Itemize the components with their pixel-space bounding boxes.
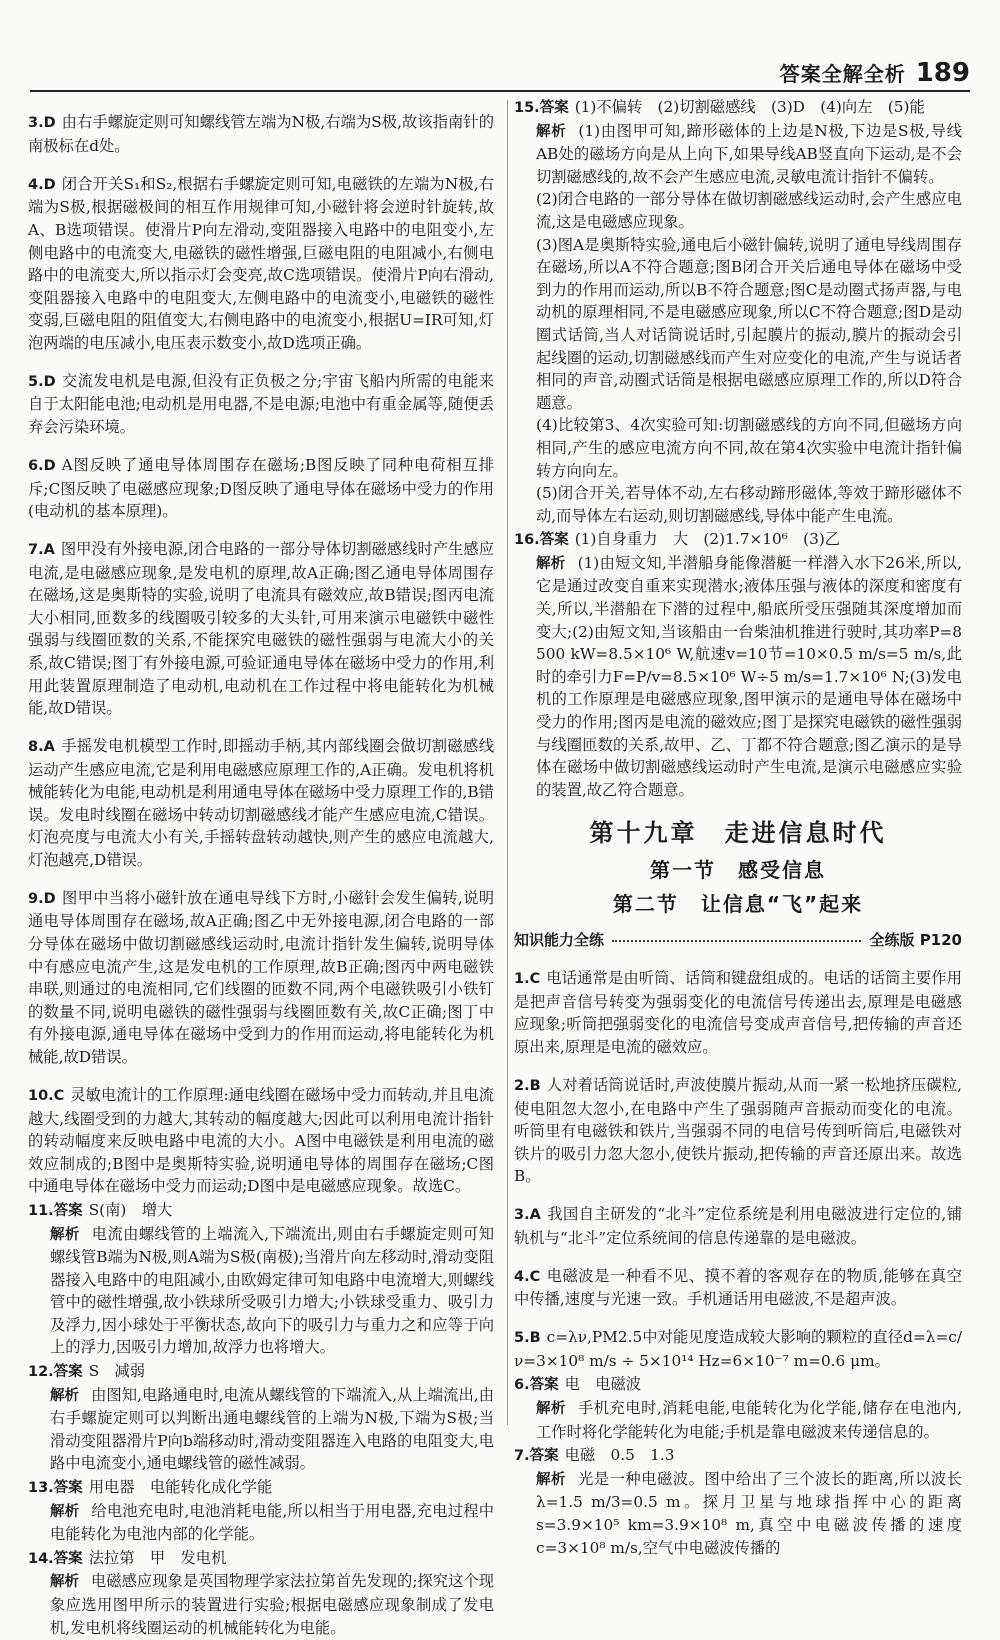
section-bar [514,929,962,952]
analysis-label: 解析 [536,1400,566,1417]
item-number: 4.D [28,176,56,193]
item-text: c=λν,PM2.5中对能见度造成较大影响的颗粒的直径d=λ=c/ν=3×10⁸ m/s ÷ 5×10¹⁴ Hz=6×10⁻⁷ m=0.6 μm。 [514,1328,962,1370]
answer-line [514,1444,962,1468]
answer-item [28,538,494,720]
analysis-label: 解析 [50,1226,80,1243]
answer-value: S(南) 增大 [88,1200,173,1219]
item-number: 5.D [28,373,56,390]
analysis-text: 电流由螺线管的上端流入,下端流出,则由右手螺旋定则可知螺线管B端为N极,则A端为S极(南极);当滑片向左移动时,滑动变阻器接入电路中的电阻减小,由欧姆定律可知电路中电流增大,则螺线管中的磁性增强,故小铁球所受吸引力增大;小铁球受重力、吸引力及浮力,因小球处于平衡状态,故向下的吸引力与重力之和应等于向上的浮力,因吸引力增加,故浮力也将增大。 [50,1224,494,1357]
item-text: 由右手螺旋定则可知螺线管左端为N极,右端为S极,故该指南针的南极标在d处。 [28,113,494,155]
analysis-label: 解析 [50,1574,80,1591]
analysis-paragraph: (5)闭合开关,若导体不动,左右移动蹄形磁体,等效于蹄形磁体不动,而导体左右运动,则切割磁感线,导体中能产生电流。 [536,484,962,525]
analysis-label: 解析 [50,1503,80,1520]
item-text: 闭合开关S₁和S₂,根据右手螺旋定则可知,电磁铁的左端为N极,右端为S极,根据磁极间的相互作用规律可知,小磁针将会逆时针旋转,故A、B选项错误。使滑片P向左滑动,变阻器接入电路中的电阻变小,左侧电路中的电流变大,电磁铁的磁性增强,巨磁电阻的电阻减小,右侧电路中的电流变大,所以指示灯会变亮,故C选项错误。使滑片P向右滑动,变阻器接入电路中的电阻变大,左侧电路中的电流变小,电磁铁的磁性变弱,巨磁电阻的阻值变大,右侧电路中的电流变小,根据U=IR可知,灯泡两端的电压减小,电压表示数变小,故D选项正确。 [28,174,494,352]
item-text: 图甲没有外接电源,闭合电路的一部分导体切割磁感线时产生感应电流,是电磁感应现象,是发电机的原理,故A正确;图乙通电导体周围存在磁场,这是奥斯特的实验,说明了电流具有磁效应,故B错误;图丙电流大小相同,匝数多的线圈吸引较多的大头针,可用来演示电磁铁中磁性强弱与线圈匝数的关系,不能探究电磁铁的磁性强弱与电流大小的关系,故C错误;图丁有外接电源,可验证通电导体在磁场中受力的作用,利用此装置原理制造了电动机,电动机在工作过程中将电能转化为机械能,故D错误。 [28,539,495,718]
item-text: 人对着话筒说话时,声波使膜片振动,从而一紧一松地挤压碳粒,使电阻忽大忽小,在电路中产生了强弱随声音振动而变化的电流。听筒里有电磁铁和铁片,当强弱不同的电信号传到听筒后,电磁铁对铁片的吸引力忽大忽小,使铁片振动,把传输的声音还原出来。故选B。 [514,1075,962,1186]
answer-item [514,1203,962,1249]
page-number: 189 [915,58,970,88]
item-number: 13.答案 [28,1480,83,1497]
answer-item [28,1476,494,1546]
answer-item [28,111,494,157]
item-text: 电话通常是由听筒、话筒和键盘组成的。电话的话筒主要作用是把声音信号转变为强弱变化的电流信号传递出去,原理是电磁感应现象;听筒把强弱变化的电流信号变成声音信号,把传输的声音还原出来,原理是电流的磁效应。 [514,969,962,1057]
section-title: 第一节 感受信息 [650,858,826,883]
item-number: 2.B [514,1077,541,1094]
item-number: 4.C [514,1268,541,1285]
answer-value: 电磁 0.5 1.3 [564,1446,675,1465]
analysis-text: 手机充电时,消耗电能,电能转化为化学能,储存在电池内,工作时将化学能转化为电能;手机是靠电磁波来传递信息的。 [536,1398,963,1441]
item-number: 16.答案 [514,532,569,549]
item-number: 11.答案 [28,1202,83,1219]
item-number: 15.答案 [514,100,569,116]
answer-value: S 减弱 [88,1362,146,1381]
answer-line [514,528,962,552]
analysis-label: 解析 [50,1387,80,1404]
analysis-text: 光是一种电磁波。图中给出了三个波长的距离,所以波长λ=1.5 m/3=0.5 m。探月卫星与地球指挥中心的距离s=3.9×10⁵ km=3.9×10⁸ m,真空中电磁波传播的速度c=3×10⁸ m/s,空气中电磁波传播的 [536,1469,962,1557]
analysis-label: 解析 [536,1471,566,1488]
analysis-text: 给电池充电时,电池消耗电能,所以相当于用电器,充电过程中电能转化为电池内部的化学能。 [50,1501,495,1544]
answer-line [28,1199,494,1223]
answer-item [514,1074,962,1188]
analysis-line [514,552,962,802]
analysis-text: 电磁感应现象是英国物理学家法拉第首先发现的;探究这个现象应选用图甲所示的装置进行实验;根据电磁感应现象制成了发电机,发电机将线圈运动的机械能转化为电能。 [50,1572,495,1637]
answer-value: (1)不偏转 (2)切割磁感线 (3)D (4)向左 (5)能 [574,98,925,116]
item-number: 12.答案 [28,1364,83,1381]
analysis-label: 解析 [536,123,567,140]
item-number: 10.C [28,1087,65,1104]
item-number: 3.A [514,1207,541,1224]
answer-item [28,735,494,872]
analysis-line [514,120,962,189]
item-text: 手摇发电机模型工作时,即摇动手柄,其内部线圈会做切割磁感线运动产生感应电流,它是利用电磁感应原理工作的,A正确。发电机将机械能转化为电能,电动机是利用通电导体在磁场中受力原理工作的,B错误。发电时线圈在磁场中转动切割磁感线才能产生感应电流,C错误。灯泡亮度与电流大小有关,手摇转盘转动越快,则产生的感应电流越大,灯泡越亮,D错误。 [28,737,494,869]
left-column [28,96,494,1640]
item-number: 1.C [514,971,541,988]
analysis-line [28,1570,494,1639]
answer-item [28,1199,494,1359]
item-number: 7.A [28,541,55,558]
answer-value: 法拉第 甲 发电机 [88,1548,227,1567]
item-number: 6.D [28,457,56,474]
answer-line [514,96,962,120]
answer-item [28,173,494,355]
analysis-text: (1)由图甲可知,蹄形磁体的上边是N极,下边是S极,导线AB处的磁场方向是从上向下,如果导线AB竖直向下运动,是不会切割磁感线的,故不会产生感应电流,灵敏电流计指针不偏转。 [536,121,962,186]
item-number: 7.答案 [514,1448,559,1465]
answer-item [28,887,494,1069]
analysis-text: (1)由短文知,半潜船身能像潜艇一样潜入水下26米,所以,它是通过改变自重来实现潜水;液体压强与液体的深度和密度有关,所以,半潜船在下潜的过程中,船底所受压强随其深度增加而变大;(2)由短文知,当该船由一台柴油机推进行驶时,其功率P=8 500 kW=8.5×10⁶ W,航速v=10节=10×0.5 m/s=5 m/s,此时的牵引力F=P/v=8.5×10⁶ W÷5 m/s=1.7×10⁶ N;(3)发电机的工作原理是电磁感应现象,图甲演示的是通电导体在磁场中受力的作用;图丙是电流的磁效应;图丁是探究电磁铁的磁性强弱与线圈匝数的关系,故甲、乙、丁都不符合题意;图乙演示的是导体在磁场中做切割磁感线运动时产生电流,是演示电磁感应实验的装置,故乙符合题意。 [536,553,963,799]
column-divider [507,100,508,1425]
item-number: 14.答案 [28,1550,83,1567]
item-text: 我国自主研发的“北斗”定位系统是利用电磁波进行定位的,铺轨机与“北斗”定位系统间的信息传递靠的是电磁波。 [514,1205,962,1247]
answer-item [28,370,494,439]
answer-line [28,1476,494,1500]
section-bar-ref: 全练版 P120 [869,931,962,950]
answer-value: (1)自身重力 大 (2)1.7×10⁶ (3)乙 [574,530,841,549]
answer-item [514,967,962,1058]
item-number: 9.D [28,890,56,907]
analysis-line [514,1397,962,1443]
analysis-label: 解析 [536,555,566,572]
header-rule [30,90,970,92]
answer-value: 用电器 电能转化成化学能 [88,1478,273,1497]
analysis-line [28,1223,494,1360]
answer-item [514,1326,962,1372]
item-text: 电磁波是一种看不见、摸不着的客观存在的物质,能够在真空中传播,速度与光速一致。手机通话用电磁波,不是超声波。 [514,1266,962,1309]
section-title: 第二节 让信息“飞”起来 [612,892,864,917]
right-column [514,96,962,1560]
answer-item [514,1265,962,1311]
page-header [780,58,970,88]
analysis-line [28,1500,494,1546]
item-text: 交流发电机是电源,但没有正负极之分;宇宙飞船内所需的电能来自于太阳能电池;电动机是用电器,不是电源;电池中有重金属等,随便丢弃会污染环境。 [28,371,494,437]
analysis-paragraph: (4)比较第3、4次实验可知:切割磁感线的方向不同,但磁场方向相同,产生的感应电流方向不同,故在第4次实验中电流计指针偏转方向向左。 [536,416,962,480]
section-bar-title: 知识能力全练 [514,931,605,950]
analysis-text: 由图知,电路通电时,电流从螺线管的下端流入,从上端流出,由右手螺旋定则可以判断出通电螺线管的上端为N极,下端为S极;当滑动变阻器滑片P向b端移动时,滑动变阻器连入电路的电阻变大,电路中电流变小,通电螺线管的磁性减弱。 [50,1385,495,1473]
item-text: 图甲中当将小磁针放在通电导线下方时,小磁针会发生偏转,说明通电导体周围存在磁场,故A正确;图乙中无外接电源,闭合电路的一部分导体在磁场中做切割磁感线运动时,电流计指针发生偏转,说明导体中有感应电流产生,这是发电机的工作原理,故B正确;图丙中两电磁铁串联,则通过的电流相同,它们线圈的匝数不同,两个电磁铁吸引小铁钉的数量不同,说明电磁铁的磁性强弱与线圈匝数有关,故C正确;图丁中有外接电源,通电导体在磁场中受到力的作用而运动,将电能转化为机械能,故D错误。 [28,888,494,1067]
analysis-line [28,1384,494,1475]
answer-value: 电 电磁波 [564,1375,642,1394]
answer-item [28,1547,494,1639]
answer-item [514,528,962,801]
item-number: 3.D [28,115,56,132]
analysis-line [514,1468,962,1559]
answer-line [28,1360,494,1384]
answer-item [514,96,962,527]
chapter-heading [514,813,962,921]
answer-line [514,1373,962,1397]
answer-item [28,454,494,523]
analysis-paragraph: (3)图A是奥斯特实验,通电后小磁针偏转,说明了通电导线周围存在磁场,所以A不符合题意;图B闭合开关后通电导体在磁场中受到力的作用而运动,所以B不符合题意;图C是动圈式扬声器,与电动机的原理相同,不是电磁感应现象,所以C不符合题意;图D是动圈式话筒,当人对话筒说话时,引起膜片的振动,膜片的振动会引起线圈的运动,切割磁感线而产生对应变化的电流,产生与说话者相同的声音,动圈式话筒是根据电磁感应原理工作的,所以D符合题意。 [536,235,962,412]
chapter-title: 第十九章 走进信息时代 [589,819,887,848]
answer-item [514,1444,962,1559]
dotted-leader [612,940,861,942]
item-text: 灵敏电流计的工作原理:通电线圈在磁场中受力而转动,并且电流越大,线圈受到的力越大,其转动的幅度越大;因此可以利用电流计指针的转动幅度来反映电路中电流的大小。A图中电磁铁是利用电流的磁效应制成的;B图中是奥斯特实验,说明通电导体的周围存在磁场;C图中通电导体在磁场中受力而运动;D图中是电磁感应现象。故选C。 [28,1085,494,1196]
answer-item [28,1360,494,1475]
answer-line [28,1547,494,1571]
answer-item [514,1373,962,1443]
item-number: 5.B [514,1330,541,1347]
header-title: 答案全解全析 [779,62,906,86]
item-number: 6.答案 [514,1377,559,1394]
analysis-paragraph: (2)闭合电路的一部分导体在做切割磁感线运动时,会产生感应电流,这是电磁感应现象。 [536,190,962,231]
answer-item [28,1084,494,1198]
item-text: A图反映了通电导体周围存在磁场;B图反映了同种电荷相互排斥;C图反映了电磁感应现象;D图反映了通电导体在磁场中受力的作用(电动机的基本原理)。 [28,455,494,521]
item-number: 8.A [28,739,55,756]
